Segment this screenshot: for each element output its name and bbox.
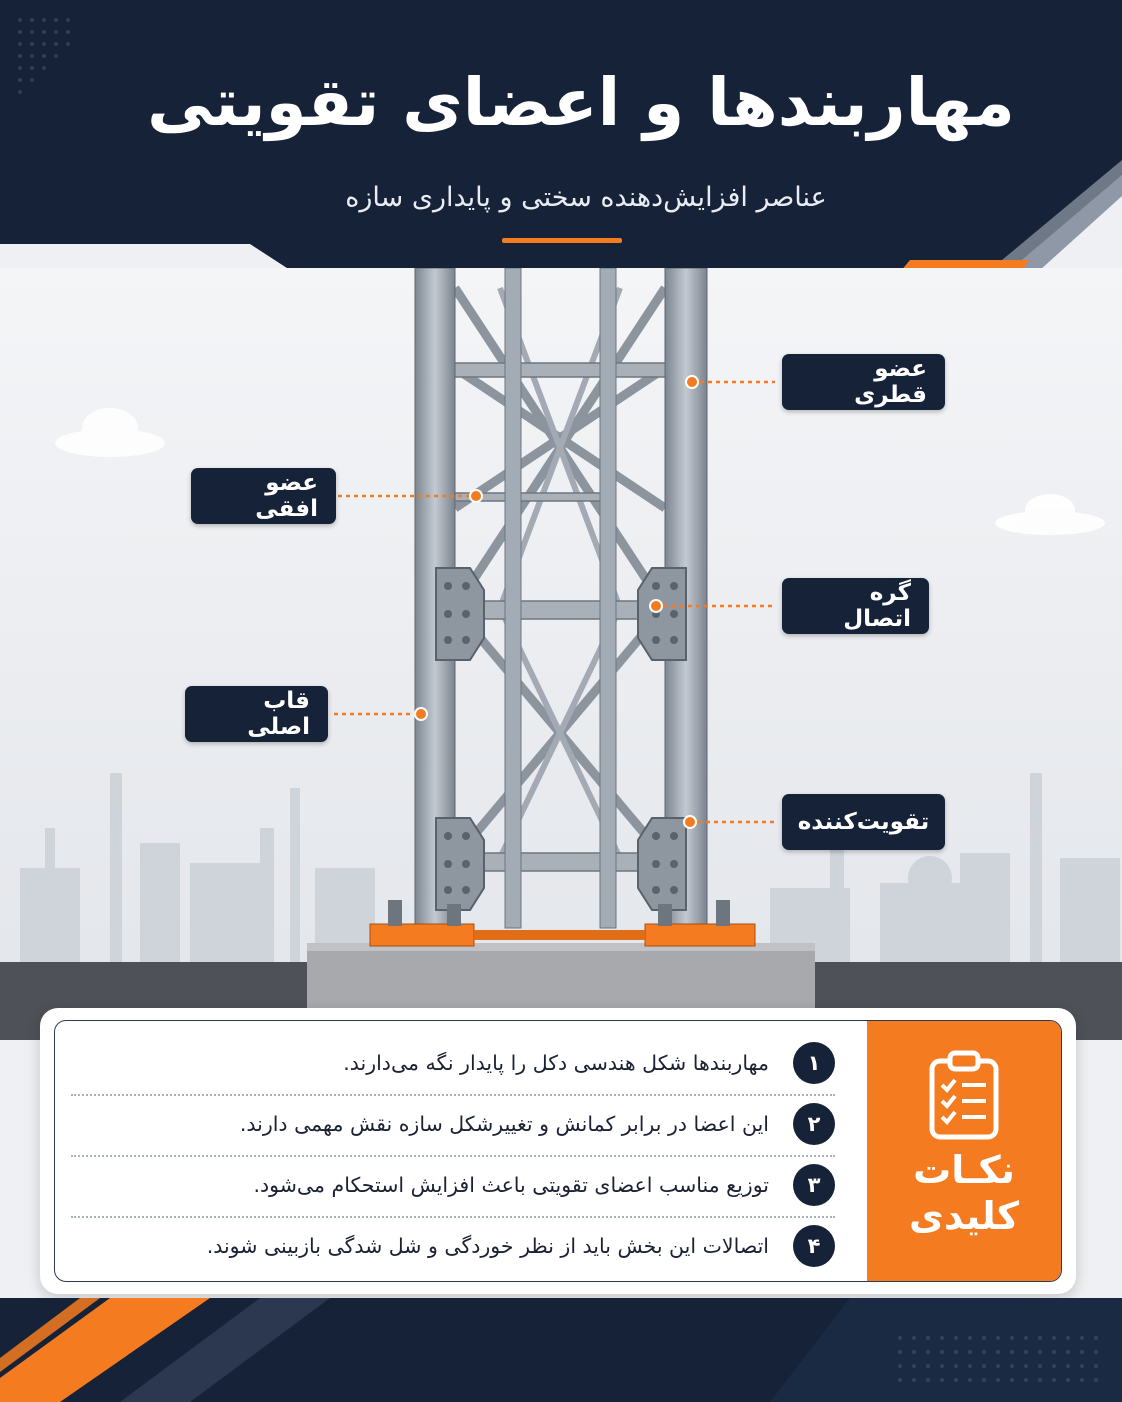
label-stiffener: تقویت‌کننده bbox=[782, 794, 945, 850]
key-point-2 bbox=[67, 1094, 835, 1154]
key-points-card bbox=[40, 1008, 1076, 1294]
key-point-number: ۱ bbox=[793, 1042, 835, 1084]
subtitle-underline bbox=[502, 238, 622, 243]
key-points-title bbox=[867, 1147, 1061, 1239]
key-point-3 bbox=[67, 1155, 835, 1215]
key-point-1 bbox=[67, 1033, 835, 1093]
key-point-number: ۳ bbox=[793, 1164, 835, 1206]
label-horizontal-member: عضو افقی bbox=[191, 468, 336, 524]
page-title: مهاربندها و اعضای تقویتی bbox=[147, 64, 1015, 141]
key-points-frame bbox=[54, 1020, 1062, 1282]
label-diagonal-member: عضو قطری bbox=[782, 354, 945, 410]
key-point-text: توزیع مناسب اعضای تقویتی باعث افزایش استحکام می‌شود. bbox=[253, 1173, 769, 1197]
key-point-number: ۲ bbox=[793, 1103, 835, 1145]
key-points-title-line1: نکـات bbox=[913, 1148, 1015, 1192]
key-point-text: مهاربندها شکل هندسی دکل را پایدار نگه می‌دارند. bbox=[343, 1051, 769, 1075]
key-point-text: این اعضا در برابر کمانش و تغییرشکل سازه نقش مهمی دارند. bbox=[239, 1112, 769, 1136]
key-points-title-line2: کلیدی bbox=[909, 1194, 1019, 1238]
header-background bbox=[0, 0, 1122, 290]
key-point-4 bbox=[67, 1216, 835, 1276]
clipboard-checklist-icon bbox=[924, 1049, 1004, 1141]
page-subtitle: عناصر افزایش‌دهنده سختی و پایداری سازه bbox=[345, 182, 827, 213]
label-main-frame: قاب اصلی bbox=[185, 686, 328, 742]
label-gusset-node: گره اتصال bbox=[782, 578, 929, 634]
tower-illustration bbox=[0, 268, 1122, 1040]
key-point-number: ۴ bbox=[793, 1225, 835, 1267]
key-points-side-panel bbox=[867, 1021, 1061, 1281]
footer-background bbox=[0, 1298, 1122, 1402]
key-point-text: اتصالات این بخش باید از نظر خوردگی و شل شدگی بازبینی شوند. bbox=[206, 1234, 769, 1258]
